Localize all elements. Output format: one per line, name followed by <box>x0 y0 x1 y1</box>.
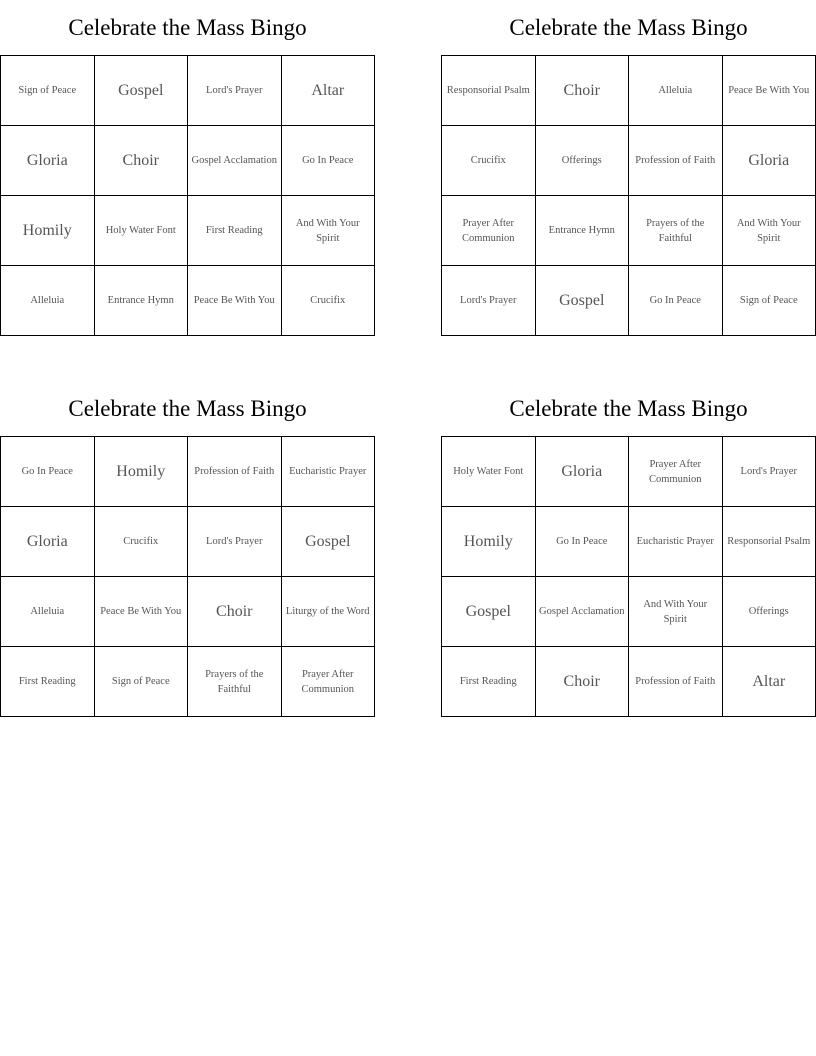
bingo-cell: First Reading <box>1 647 95 717</box>
bingo-cell: Lord's Prayer <box>188 56 282 126</box>
bingo-cell: Crucifix <box>282 266 376 336</box>
bingo-cell: Crucifix <box>442 126 536 196</box>
bingo-cell: Entrance Hymn <box>536 196 630 266</box>
bingo-cell: Gloria <box>1 126 95 196</box>
bingo-cell: Prayer After Communion <box>282 647 376 717</box>
bingo-card-3 <box>0 381 375 717</box>
bingo-cell: Peace Be With You <box>188 266 282 336</box>
bingo-cell: Sign of Peace <box>723 266 816 336</box>
bingo-cell: Homily <box>442 507 536 577</box>
bingo-cell: Choir <box>536 56 630 126</box>
bingo-cell: Gloria <box>536 437 630 507</box>
bingo-cell: Offerings <box>536 126 630 196</box>
bingo-cell: Prayers of the Faithful <box>188 647 282 717</box>
bingo-cell: Gospel <box>282 507 376 577</box>
bingo-cell: Gospel Acclamation <box>188 126 282 196</box>
bingo-cell: First Reading <box>188 196 282 266</box>
bingo-cell: Gloria <box>723 126 816 196</box>
bingo-cell: Responsorial Psalm <box>442 56 536 126</box>
bingo-cell: Sign of Peace <box>95 647 189 717</box>
bingo-cell: Alleluia <box>629 56 723 126</box>
bingo-cell: Lord's Prayer <box>188 507 282 577</box>
bingo-cell: Gloria <box>1 507 95 577</box>
bingo-cell: Holy Water Font <box>95 196 189 266</box>
bingo-cell: Lord's Prayer <box>723 437 816 507</box>
bingo-cell: Gospel Acclamation <box>536 577 630 647</box>
bingo-cell: Alleluia <box>1 577 95 647</box>
bingo-cell: Crucifix <box>95 507 189 577</box>
bingo-cell: And With Your Spirit <box>629 577 723 647</box>
bingo-cell: Lord's Prayer <box>442 266 536 336</box>
bingo-cell: Offerings <box>723 577 816 647</box>
bingo-cell: Prayer After Communion <box>442 196 536 266</box>
bingo-cell: Peace Be With You <box>723 56 816 126</box>
bingo-grid <box>441 436 816 717</box>
bingo-cell: Responsorial Psalm <box>723 507 816 577</box>
bingo-cell: Gospel <box>536 266 630 336</box>
bingo-card-1 <box>0 0 375 336</box>
bingo-cell: Choir <box>95 126 189 196</box>
bingo-cell: Eucharistic Prayer <box>282 437 376 507</box>
bingo-card-2 <box>441 0 816 336</box>
card-title: Celebrate the Mass Bingo <box>509 395 748 421</box>
bingo-cell: Homily <box>1 196 95 266</box>
bingo-cell: Choir <box>536 647 630 717</box>
bingo-grid <box>0 436 375 717</box>
bingo-grid <box>441 55 816 336</box>
bingo-cell: Altar <box>282 56 376 126</box>
bingo-cell: And With Your Spirit <box>282 196 376 266</box>
bingo-cell: Choir <box>188 577 282 647</box>
bingo-cell: And With Your Spirit <box>723 196 816 266</box>
bingo-cell: Go In Peace <box>536 507 630 577</box>
bingo-grid <box>0 55 375 336</box>
bingo-cell: Prayers of the Faithful <box>629 196 723 266</box>
bingo-cell: Gospel <box>95 56 189 126</box>
bingo-cell: Gospel <box>442 577 536 647</box>
bingo-cell: Go In Peace <box>1 437 95 507</box>
bingo-cell: Liturgy of the Word <box>282 577 376 647</box>
bingo-cell: Sign of Peace <box>1 56 95 126</box>
bingo-cell: Profession of Faith <box>188 437 282 507</box>
bingo-cell: Peace Be With You <box>95 577 189 647</box>
bingo-cell: Holy Water Font <box>442 437 536 507</box>
bingo-cell: Altar <box>723 647 816 717</box>
bingo-cell: Go In Peace <box>629 266 723 336</box>
card-title: Celebrate the Mass Bingo <box>68 14 307 40</box>
bingo-cell: Homily <box>95 437 189 507</box>
bingo-cell: First Reading <box>442 647 536 717</box>
bingo-cell: Entrance Hymn <box>95 266 189 336</box>
card-title: Celebrate the Mass Bingo <box>509 14 748 40</box>
bingo-cell: Profession of Faith <box>629 647 723 717</box>
bingo-card-4 <box>441 381 816 717</box>
bingo-cell: Profession of Faith <box>629 126 723 196</box>
bingo-cell: Alleluia <box>1 266 95 336</box>
bingo-cell: Prayer After Communion <box>629 437 723 507</box>
card-title: Celebrate the Mass Bingo <box>68 395 307 421</box>
bingo-cell: Eucharistic Prayer <box>629 507 723 577</box>
bingo-cell: Go In Peace <box>282 126 376 196</box>
